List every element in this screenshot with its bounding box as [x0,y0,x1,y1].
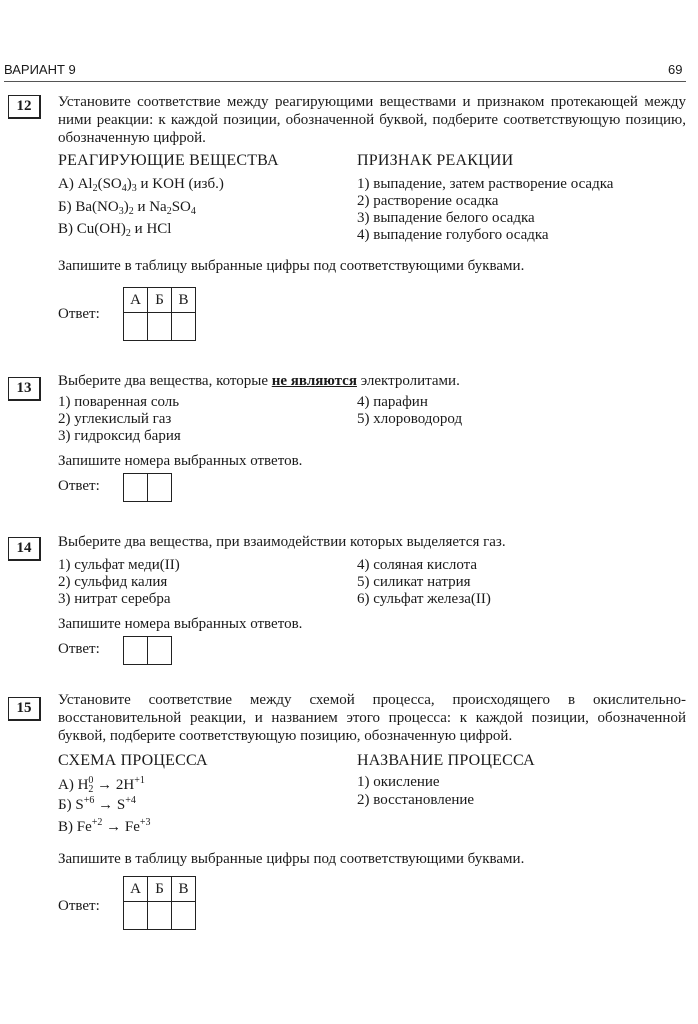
answer-cell[interactable] [124,902,148,930]
formula-part: А) H [58,777,89,793]
formula-part: А) Al [58,176,93,192]
column-header: В [172,288,196,313]
answer-boxes [123,473,172,502]
answer-label: Ответ: [58,478,100,494]
formula-part: 2 [92,183,98,194]
formula-part: 3 [118,206,124,217]
answer-cell[interactable] [148,902,172,930]
option-item: 1) сульфат меди(II) [58,557,180,573]
answer-cell[interactable] [124,637,148,665]
answer-cell[interactable] [148,474,172,502]
instruction: Запишите в таблицу выбранные цифры под соответствующими буквами. [58,258,525,274]
right-column-heading: ПРИЗНАК РЕАКЦИИ [357,152,514,169]
option-item: 6) сульфат железа(II) [357,591,491,607]
formula-part: В) Fe [58,819,92,835]
answer-cell[interactable] [172,313,196,341]
column-header: А [124,877,148,902]
emphasis-text: не являются [271,373,357,389]
formula-item [58,221,171,238]
answer-cell[interactable] [124,474,148,502]
option-item: 4) соляная кислота [357,557,478,573]
answer-label: Ответ: [58,306,100,322]
option-item: 3) нитрат серебра [58,591,171,607]
formula-part: +4 [125,795,136,806]
formula-part: Б) S [58,797,84,813]
answer-table [123,287,196,341]
answer-label: Ответ: [58,898,100,914]
option-item: 3) выпадение белого осадка [357,210,535,226]
formula-part: +6 [83,795,95,806]
question-number: 15 [8,697,41,721]
option-item: 4) выпадение голубого осадка [357,227,549,243]
formula-part: 4 [121,183,127,194]
formula-part: 4 [190,206,196,217]
formula-part: 3 [131,183,137,194]
formula-part: SO [171,199,191,215]
formula-item [58,199,196,216]
formula-part: → 2H [93,777,135,793]
question-number: 14 [8,537,41,561]
formula-part: (SO [97,176,122,192]
column-header: А [124,288,148,313]
text-part: электролитами. [356,373,460,389]
column-header: Б [148,288,172,313]
text-part: Выберите два вещества, которые [58,373,272,389]
formula-item [58,776,145,794]
formula-part: и KOH (изб.) [136,176,224,192]
right-column-heading: НАЗВАНИЕ ПРОЦЕССА [357,752,535,769]
variant-label: ВАРИАНТ 9 [4,62,76,77]
question-number: 13 [8,377,41,401]
answer-cell[interactable] [124,313,148,341]
option-item: 2) растворение осадка [357,193,499,209]
formula-part: 2 [166,206,172,217]
left-column-heading: РЕАГИРУЮЩИЕ ВЕЩЕСТВА [58,152,279,169]
column-header: В [172,877,196,902]
formula-part: В) Cu(OH) [58,221,126,237]
option-item: 1) поваренная соль [58,394,180,410]
answer-cell[interactable] [148,313,172,341]
instruction: Запишите в таблицу выбранные цифры под соответствующими буквами. [58,851,525,867]
formula-part: Б) Ba(NO [58,199,119,215]
formula-part: +3 [139,817,151,828]
question-text: Выберите два вещества, при взаимодействии которых выделяется газ. [58,534,506,550]
option-item: 2) восстановление [357,792,475,808]
answer-cell[interactable] [172,902,196,930]
option-item: 1) выпадение, затем растворение осадка [357,176,614,192]
formula-part: ) [126,176,132,192]
formula-item [58,797,136,814]
option-item: 2) сульфид калия [58,574,168,590]
question-text: Установите соответствие между схемой процесса, происходящего в окислительно-восстановительной реакции, и названием этого процесса: к каждой позиции, обозначенной буквой, подберите соответствующую позицию, обозначенную цифрой. [58,692,686,744]
page-number: 69 [668,62,683,77]
option-item: 1) окисление [357,774,440,790]
instruction: Запишите номера выбранных ответов. [58,453,303,469]
answer-cell[interactable] [148,637,172,665]
formula-part: +1 [134,775,145,786]
option-item: 3) гидроксид бария [58,428,181,444]
formula-part: → S [94,797,126,813]
option-item: 5) хлороводород [357,411,463,427]
formula-part: → Fe [102,819,140,835]
instruction: Запишите номера выбранных ответов. [58,616,303,632]
formula-item [58,819,151,836]
formula-part: и HCl [130,221,172,237]
option-item: 2) углекислый газ [58,411,172,427]
answer-table [123,876,196,930]
option-item: 4) парафин [357,394,428,410]
formula-part: 2 [125,228,131,239]
formula-part: 0 2 [88,775,94,795]
answer-boxes [123,636,172,665]
left-column-heading: СХЕМА ПРОЦЕССА [58,752,208,769]
question-number: 12 [8,95,41,119]
answer-label: Ответ: [58,641,100,657]
option-item: 5) силикат натрия [357,574,471,590]
formula-item [58,176,224,193]
column-header: Б [148,877,172,902]
header-divider [4,81,686,82]
formula-part: и Na [133,199,167,215]
formula-part: +2 [91,817,103,828]
formula-part: 2 [128,206,134,217]
question-text [58,373,460,390]
formula-part: ) [123,199,129,215]
question-text: Установите соответствие между реагирующими веществами и признаком протекающей между ними реакции: к каждой позиции, обозначенной буквой, подберите соответствующую позицию, обозначенную цифрой. [58,94,686,146]
